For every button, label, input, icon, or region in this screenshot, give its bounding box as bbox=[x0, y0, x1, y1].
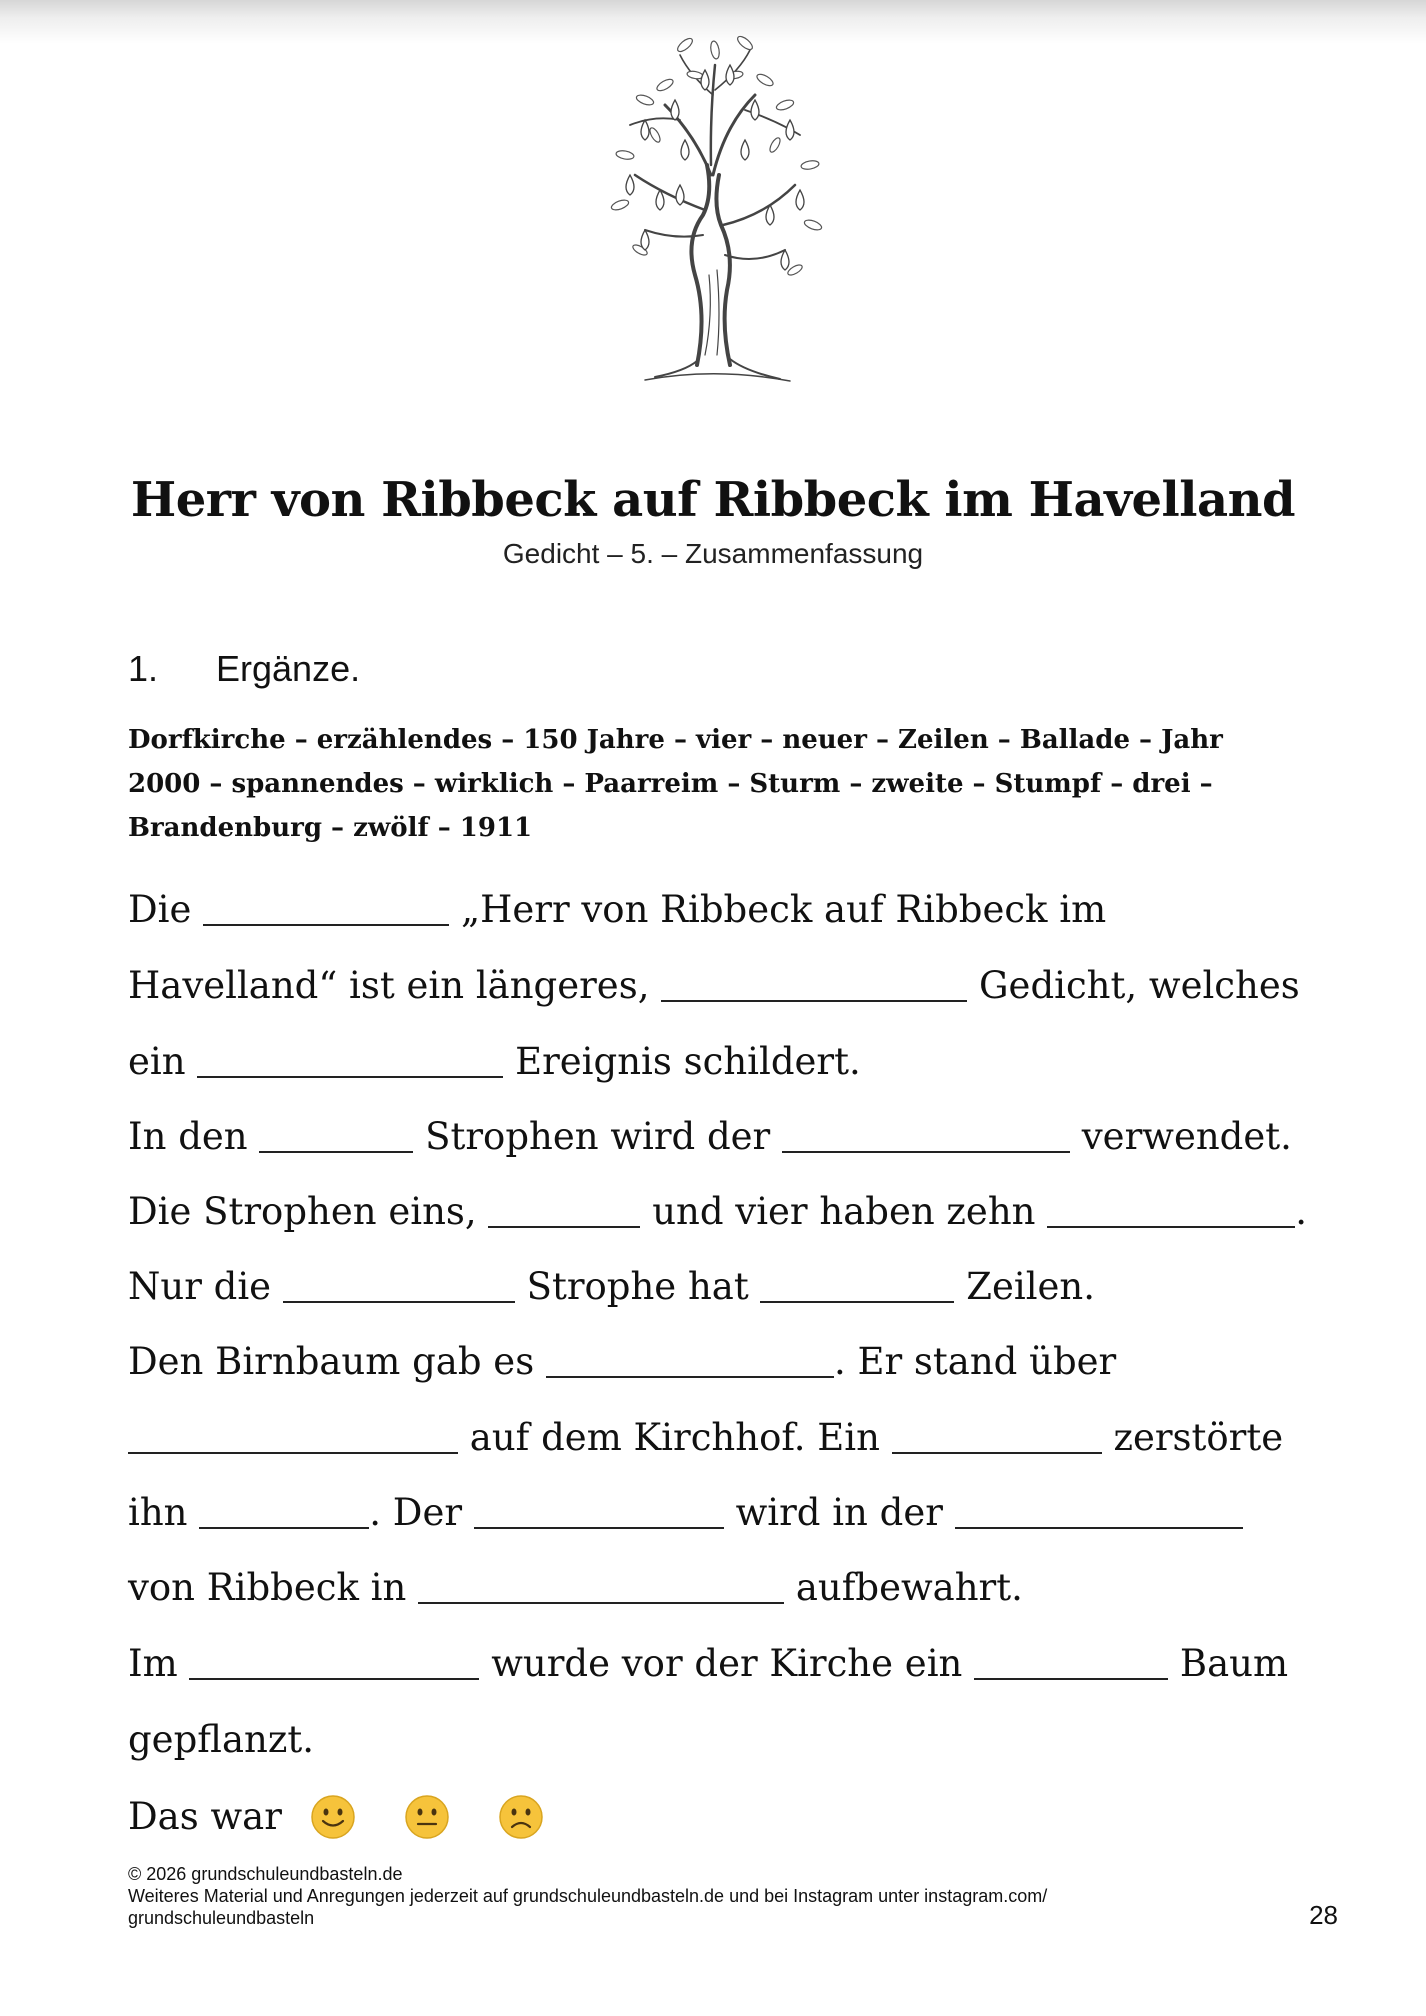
task-number: 1. bbox=[128, 648, 159, 689]
cloze-line-5 bbox=[128, 1190, 1307, 1234]
blank-field[interactable] bbox=[189, 1648, 479, 1680]
cloze-text: . bbox=[1295, 1190, 1308, 1233]
footer-note: Weiteres Material und Anregungen jederzeit auf grundschuleundbasteln.de und bei Instagram unter instagram.com/ bbox=[128, 1886, 1048, 1906]
blank-field[interactable] bbox=[1047, 1196, 1295, 1228]
blank-field[interactable] bbox=[199, 1497, 369, 1529]
task-instruction: Ergänze. bbox=[216, 648, 361, 689]
cloze-line-3 bbox=[128, 1040, 861, 1084]
blank-field[interactable] bbox=[197, 1046, 503, 1078]
smiling-face-icon[interactable] bbox=[310, 1794, 356, 1840]
blank-field[interactable] bbox=[203, 894, 449, 926]
cloze-text: Im bbox=[128, 1642, 178, 1685]
cloze-text: Die bbox=[128, 888, 192, 931]
cloze-text: „Herr von Ribbeck auf Ribbeck im bbox=[460, 888, 1107, 931]
frowning-face-icon[interactable] bbox=[498, 1794, 544, 1840]
self-rating bbox=[128, 1794, 592, 1840]
blank-field[interactable] bbox=[892, 1422, 1102, 1454]
cloze-text: und vier haben zehn bbox=[652, 1190, 1036, 1233]
cloze-line-1 bbox=[128, 888, 1106, 932]
blank-field[interactable] bbox=[760, 1271, 954, 1303]
cloze-text: auf dem Kirchhof. Ein bbox=[469, 1416, 880, 1459]
cloze-line-10 bbox=[128, 1566, 1023, 1610]
blank-field[interactable] bbox=[488, 1196, 640, 1228]
word-bank-line: Brandenburg – zwölf – 1911 bbox=[128, 813, 533, 843]
cloze-text: . Er stand über bbox=[833, 1340, 1117, 1383]
worksheet-subtitle: Gedicht – 5. – Zusammenfassung bbox=[502, 538, 924, 569]
cloze-text: Strophe hat bbox=[526, 1265, 749, 1308]
cloze-text: . Der bbox=[369, 1491, 463, 1534]
rating-label: Das war bbox=[128, 1795, 282, 1838]
cloze-text: wurde vor der Kirche ein bbox=[491, 1642, 963, 1685]
word-bank-line: 2000 – spannendes – wirklich – Paarreim – Sturm – zweite – Stumpf – drei – bbox=[128, 769, 1213, 799]
cloze-text: von Ribbeck in bbox=[128, 1566, 407, 1609]
blank-field[interactable] bbox=[418, 1572, 784, 1604]
page-footer bbox=[128, 1863, 1228, 1929]
blank-field[interactable] bbox=[283, 1271, 515, 1303]
cloze-text: wird in der bbox=[735, 1491, 943, 1534]
worksheet-title: Herr von Ribbeck auf Ribbeck im Havelland bbox=[130, 472, 1296, 528]
copyright-text: © 2026 grundschuleundbasteln.de bbox=[128, 1864, 403, 1884]
neutral-face-icon[interactable] bbox=[404, 1794, 450, 1840]
cloze-text: Havelland“ ist ein längeres, bbox=[128, 964, 650, 1007]
cloze-text: ihn bbox=[128, 1491, 188, 1534]
cloze-line-8 bbox=[128, 1416, 1283, 1460]
cloze-line-2 bbox=[128, 964, 1300, 1008]
cloze-line-11 bbox=[128, 1642, 1288, 1686]
cloze-line-12 bbox=[128, 1718, 314, 1762]
cloze-text: ein bbox=[128, 1040, 186, 1083]
cloze-text: zerstörte bbox=[1113, 1416, 1284, 1459]
word-bank-line: Dorfkirche – erzählendes – 150 Jahre – vier – neuer – Zeilen – Ballade – Jahr bbox=[128, 725, 1223, 755]
pear-tree-illustration bbox=[585, 25, 845, 395]
word-bank bbox=[128, 718, 1318, 850]
cloze-line-9 bbox=[128, 1491, 1243, 1535]
cloze-text: aufbewahrt. bbox=[795, 1566, 1023, 1609]
blank-field[interactable] bbox=[955, 1497, 1243, 1529]
cloze-text: Nur die bbox=[128, 1265, 272, 1308]
blank-field[interactable] bbox=[974, 1648, 1168, 1680]
cloze-text: Zeilen. bbox=[966, 1265, 1096, 1308]
task-heading bbox=[128, 648, 360, 690]
blank-field[interactable] bbox=[782, 1121, 1070, 1153]
cloze-text: Strophen wird der bbox=[425, 1115, 771, 1158]
blank-field[interactable] bbox=[128, 1422, 458, 1454]
cloze-text: Ereignis schildert. bbox=[515, 1040, 861, 1083]
cloze-text: Die Strophen eins, bbox=[128, 1190, 477, 1233]
blank-field[interactable] bbox=[259, 1121, 413, 1153]
cloze-text: verwendet. bbox=[1081, 1115, 1292, 1158]
cloze-text: Baum bbox=[1179, 1642, 1289, 1685]
blank-field[interactable] bbox=[546, 1346, 834, 1378]
cloze-line-4 bbox=[128, 1115, 1292, 1159]
cloze-line-7 bbox=[128, 1340, 1116, 1384]
page-number: 28 bbox=[1309, 1900, 1338, 1930]
cloze-text: In den bbox=[128, 1115, 248, 1158]
cloze-text: gepflanzt. bbox=[128, 1718, 314, 1761]
blank-field[interactable] bbox=[661, 970, 967, 1002]
cloze-text: Den Birnbaum gab es bbox=[128, 1340, 535, 1383]
cloze-line-6 bbox=[128, 1265, 1095, 1309]
footer-note: grundschuleundbasteln bbox=[128, 1908, 315, 1928]
blank-field[interactable] bbox=[474, 1497, 724, 1529]
cloze-text: Gedicht, welches bbox=[978, 964, 1300, 1007]
